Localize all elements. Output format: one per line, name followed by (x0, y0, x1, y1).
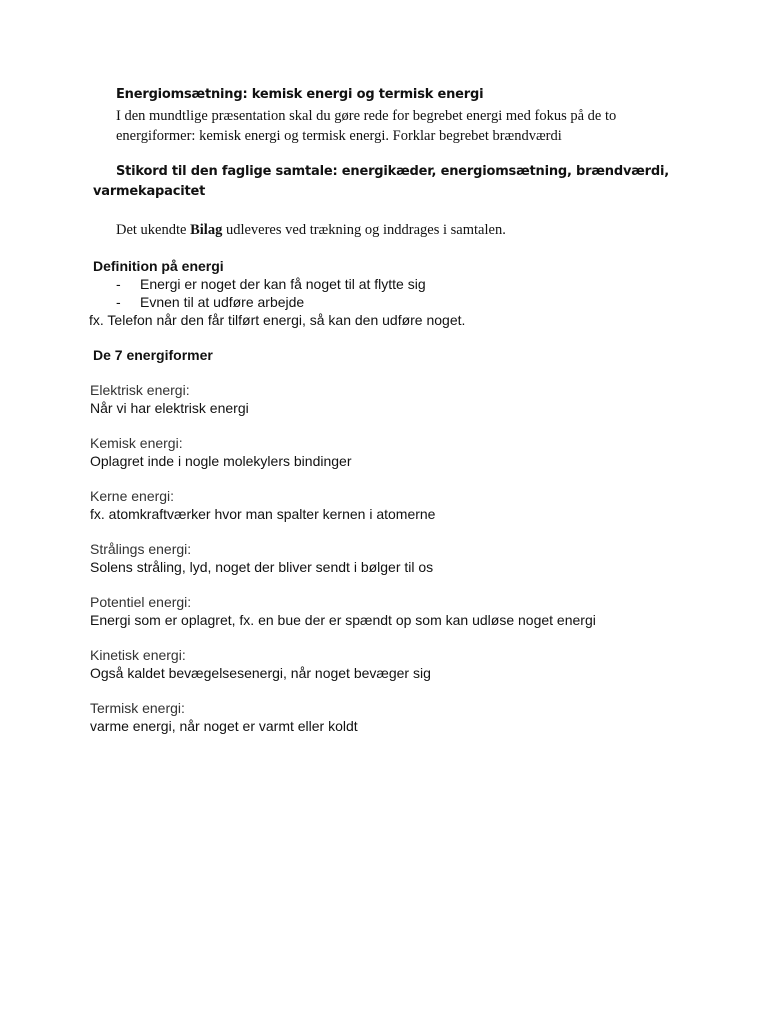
energy-form-desc: Solens stråling, lyd, noget der bliver sendt i bølger til os (90, 559, 434, 575)
intro-text (116, 106, 616, 146)
energy-form-radiation (90, 540, 433, 576)
intro-text-line-1: I den mundtlige præsentation skal du gøre rede for begrebet energi med fokus på de to (116, 108, 617, 124)
definition-heading: Definition på energi (93, 258, 224, 274)
energy-form-desc: Når vi har elektrisk energi (90, 400, 249, 416)
energy-form-desc: Energi som er oplagret, fx. en bue der er spændt op som kan udløse noget energi (90, 612, 596, 628)
bilag-bold: Bilag (190, 222, 223, 238)
bilag-after: udleveres ved trækning og inddrages i samtalen. (222, 222, 506, 238)
energy-forms-heading: De 7 energiformer (93, 347, 213, 363)
energy-form-thermal (90, 699, 358, 735)
energy-form-name: Termisk energi: (90, 700, 185, 716)
energy-form-name: Potentiel energi: (90, 594, 192, 610)
intro-text-line-2: energiformer: kemisk energi og termisk energi. Forklar begrebet brændværdi (116, 128, 562, 144)
energy-form-desc: varme energi, når noget er varmt eller koldt (90, 718, 358, 734)
energy-form-potential (90, 593, 596, 629)
intro-title: Energiomsætning: kemisk energi og termisk energi (116, 87, 484, 102)
energy-form-desc: Oplagret inde i nogle molekylers bindinger (90, 453, 352, 469)
energy-form-desc: Også kaldet bevægelsesenergi, når noget bevæger sig (90, 665, 431, 681)
bilag-before: Det ukendte (116, 222, 191, 238)
energy-form-name: Kerne energi: (90, 488, 175, 504)
energy-form-electric (90, 381, 249, 417)
energy-form-name: Strålings energi: (90, 541, 192, 557)
bullet-dash: - (116, 276, 121, 292)
stikord-line-1: Stikord til den faglige samtale: energikæder, energiomsætning, brændværdi, (116, 164, 669, 179)
bilag-line (116, 220, 506, 240)
bullet-text: Evnen til at udføre arbejde (140, 294, 305, 310)
energy-form-desc: fx. atomkraftværker hvor man spalter kernen i atomerne (90, 506, 436, 522)
energy-form-name: Kemisk energi: (90, 435, 183, 451)
energy-form-chemical (90, 434, 351, 470)
energy-form-name: Kinetisk energi: (90, 647, 186, 663)
bullet-dash: - (116, 294, 121, 310)
bullet-text: Energi er noget der kan få noget til at flytte sig (140, 276, 426, 292)
definition-example: fx. Telefon når den får tilført energi, så kan den udføre noget. (89, 312, 466, 328)
energy-form-kinetic (90, 646, 431, 682)
stikord-line-2: varmekapacitet (93, 184, 206, 199)
energy-form-name: Elektrisk energi: (90, 382, 190, 398)
energy-form-nuclear (90, 487, 435, 523)
